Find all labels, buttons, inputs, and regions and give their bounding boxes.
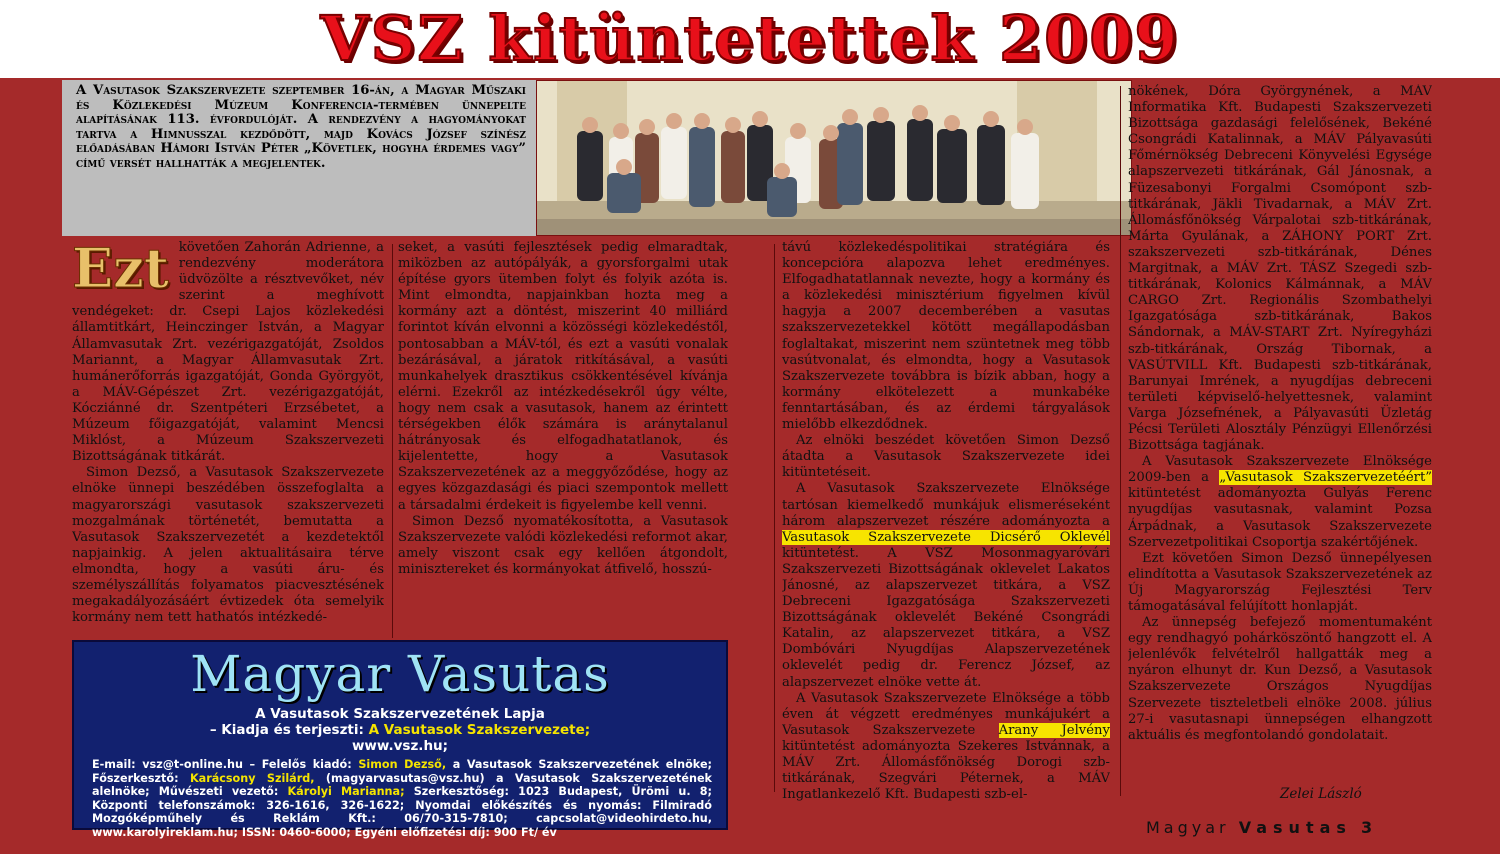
paragraph: Az elnöki beszédet követően Simon Dezső átadta a Vasutasok Szakszervezete idei kitüntetéseit.	[782, 433, 1110, 481]
article-column-4	[1128, 84, 1432, 796]
website: www.vsz.hu;	[351, 738, 449, 754]
text-run: A Vasutasok Szakszervezete Elnöksége a több éven át végzett eredményes munkájukért a Vasutasok Szakszervezete	[782, 690, 1110, 738]
text-run: kitüntetést. A VSZ Mosonmagyaróvári Szakszervezeti Bizottságának oklevelet Lakatos Jánosné, az alapszervezet titkára, a VSZ Debreceni Igazgatósága Szakszervezeti Bizottságának oklevelét Bekéné Csongrádi Katalin, az alapszervezet titkára, a VSZ Dombóvári Nyugdíjas Alapszervezetének oklevelét pedig dr. Ferencz József, az alapszervezet elnöke vette át.	[782, 545, 1110, 690]
paragraph	[782, 691, 1110, 804]
text-run: kitüntetést adományozta Gulyás Ferenc nyugdíjas vasutasnak, valamint Pozsa Árpádnak, a Vasutasok Szakszervezete Szervezetpolitikai Csoportja szakértőjének.	[1128, 486, 1432, 550]
paragraph: Az ünnepség befejező momentumaként egy rendhagyó pohárköszöntő hangzott el. A jelenlévők felvételről hallgatták meg a nyáron elhunyt dr. Kun Dezső, a Vasutasok Szakszervezete Országos Nyugdíjas Szervezete tiszteletbeli elnöke 2008. július 27-i vasutasnapi ünnepségen elhangzott aktuális és megfontolandó gondolatait.	[1128, 615, 1432, 743]
page-number: 3	[1361, 818, 1379, 837]
lead-paragraph: A Vasutasok Szakszervezete szeptember 16-án, a Magyar Műszaki és Közlekedési Múzeum Konferencia-termében ünnepelte alapításának 113. évfordulóját. A rendezvény a hagyományokat tartva a Himnusszal kezdődött, majd Kovács József színész előadásában Hámori István Péter „Követlek, hogyha érdemes vagy” című versét hallhatták a megjelentek.	[62, 80, 536, 236]
editor-contact: (magyarvasutas@vsz.hu) a Vasutasok Szakszervezetének alelnöke; Művészeti vezető:	[92, 771, 712, 799]
article-column-3	[782, 240, 1110, 830]
award-highlight: Vasutasok Szakszervezete Dicsérő Oklevél	[782, 529, 1110, 545]
masthead-subtitle	[74, 706, 726, 754]
masthead-info	[92, 758, 712, 840]
paragraph: követően Zahorán Adrienne, a rendezvény moderátora üdvözölte a résztvevőket, név szerint a meghívott vendégeket: dr. Csepi Lajos közlekedési államtitkárt, Heinczinger István, a Magyar Államvasutak Zrt. vezérigazgatóját, Zsoldos Mariannt, a Magyar Államvasutak Zrt. humánerőforrás igazgatóját, Gonda Györgyöt, a MÁV-Gépészet Zrt. vezérigazgatóját, Kócziánné dr. Szentpéteri Erzsébetet, a Múzeum főigazgatóját, valamint Mencsi Miklóst, a Múzeum Szakszervezeti Bizottságának titkárát.	[72, 240, 384, 465]
responsible-role: a Vasutasok Szakszervezetének elnöke; Főszerkesztő:	[92, 758, 713, 785]
paragraph: Simon Dezső nyomatékosította, a Vasutasok Szakszervezete valódi közlekedési reformot akar, amely viszont csak egy kellően átgondolt, minisztereket és kormányokat átfivelő, hosszú-	[398, 513, 728, 577]
publisher-line	[74, 722, 726, 738]
paragraph	[1128, 454, 1432, 551]
masthead-logo: Magyar Vasutas	[190, 645, 610, 703]
award-highlight: Arany Jelvény	[998, 722, 1110, 738]
art-director: Károlyi Marianna;	[287, 785, 405, 799]
masthead-box	[72, 640, 728, 839]
article-column-1	[72, 240, 384, 640]
footer-brand-b: Vasutas	[1238, 818, 1352, 837]
text-run: kitüntetést adományozta Szekeres Istvánnak, a MÁV Zrt. Állomásfőnökség Dorogi szb-titkárának, Szegvári Péternek, a MÁV Ingatlankezelő Kft. Budapesti szb-el-	[782, 738, 1110, 803]
masthead-rest: Szerkesztőség: 1023 Budapest, Ürömi u. 8; Központi telefonszámok: 326-1616, 326-1622; Nyomdai előkészítés és nyomás: Filmiradó Mozgóképműhely és Reklám Kft.: 06/70-315-7810; capcsolat@videohirdeto.hu, www.karolyireklam.hu; ISSN: 0460-6000; Egyéni előfizetési díj: 900 Ft/ év	[92, 785, 712, 839]
subtitle: A Vasutasok Szakszervezetének Lapja	[255, 706, 545, 722]
author-signature: Zelei László	[1280, 786, 1362, 802]
paragraph: távú közlekedéspolitikai stratégiára és koncepcióra alapozva lehet eredményes. Elfogadhatatlannak nevezte, hogy a kormány és a közlekedési minisztérium figyelmen kívül hagyja a 2007 decemberében a vasutas szakszervezetekkel kötött megállapodásban foglaltakat, miszerint nem szüntetnek meg több vasútvonalat, és elmondta, hogy a Vasutasok Szakszervezete továbbra is bízik abban, hogy a kormány elkötelezett a munkabéke fenntartásában, és az érdemi tárgyalások mielőbb elkezdődnek.	[782, 240, 1110, 433]
column-divider	[392, 244, 393, 638]
text-run: A Vasutasok Szakszervezete Elnöksége tartósan kiemelkedő munkájuk elismeréseként három alapszervezet részére adományozta a	[782, 481, 1110, 529]
paragraph: Simon Dezső, a Vasutasok Szakszervezete elnöke ünnepi beszédében összefoglalta a magyarországi vasutasok szakszervezeti mozgalmának történetét, bemutatta a Vasutasok Szakszervezetét a kezdetektől napjainkig. A jelen aktualitásaira térve elmondta, hogy a vasúti áru- és személyszállítás folyamatos piacvesztésének megakadályozásáért évtizedek óta semelyik kormány nem tett hathatós intézkedé-	[72, 465, 384, 626]
editor-in-chief: Karácsony Szilárd,	[189, 771, 315, 785]
paragraph	[782, 481, 1110, 690]
page-footer	[1146, 818, 1378, 837]
award-highlight: „Vasutasok Szakszervezetéért”	[1219, 470, 1432, 486]
publisher: A Vasutasok Szakszervezete;	[368, 722, 591, 738]
column-divider	[774, 244, 775, 792]
text-run: A Vasutasok Szakszervezete Elnöksége 2009-ben a	[1128, 454, 1432, 486]
article-column-2	[398, 240, 728, 640]
column-divider	[1120, 86, 1121, 796]
page-title: VSZ kitüntetettek 2009	[320, 2, 1180, 75]
paragraph: Ezt követően Simon Dezső ünnepélyesen elindította a Vasutasok Szakszervezetének az Új Magyarország Fejlesztési Terv támogatásával felújított honlapját.	[1128, 550, 1432, 614]
group-photo	[536, 80, 1132, 236]
publisher-label: – Kiadja és terjeszti:	[209, 722, 364, 738]
footer-brand-a: Magyar	[1146, 818, 1230, 837]
paragraph: nökének, Dóra Györgynének, a MÁV Informatika Kft. Budapesti Szakszervezeti Bizottsága gazdasági felelősének, Bekéné Csongrádi Katalinnak, a MÁV Pályavasúti Főmérnökség Debreceni Könyvelési Egysége alapszervezeti titkárának, Gál Jánosnak, a Füzesabonyi Forgalmi Csomópont szb-titkárának, Jäkli Tivadarnak, a MÁV Zrt. Állomásfőnökség Várpalotai szb-titkárának, Márta Gyulának, a ZÁHONY PORT Zrt. szakszervezeti szb-titkárának, Dénes Margitnak, a MÁV Zrt. TÁSZ Szegedi szb-titkárának, Kolonics Kálmánnak, a MÁV CARGO Zrt. Regionális Szombathelyi Igazgatósága szb-titkárának, Bakos Sándornak, a MÁV-START Zrt. Nyíregyházi szb-titkárának, Ország Tibornak, a VASÚTVILL Kft. Budapesti szb-titkárának, Barunyai Imrének, a nyugdíjas debreceni területi képviselő-helyettesnek, valamint Varga Józsefnének, a Pályavasúti Üzletág Pécsi Területi Alosztály Pénzügyi Ellenőrzési Bizottsága tagjának.	[1128, 84, 1432, 454]
email-label: E-mail: vsz@t-online.hu – Felelős kiadó:	[92, 758, 352, 771]
dropcap: Ezt	[72, 240, 169, 300]
paragraph: seket, a vasúti fejlesztések pedig elmaradtak, miközben az autópályák, a gyorsforgalmi utak építése gyors ütemben folyt és folyik azóta is. Mint elmondta, napjainkban hozta meg a kormány azt a döntést, miszerint 40 milliárd forintot kíván elvonni a közösségi közlekedéstől, pontosabban a MÁV-tól, és ezt a vasúti vonalak bezárásával, a járatok ritkításával, a vasúti munkahelyek drasztikus csökkentésével kívánja elérni. Ezekről az intézkedésekről úgy vélte, hogy nem csak a vasutasok, hanem az érintett térségekben élők számára is aránytalanul hátrányosak és elfogadhatatlanok, és kijelentette, hogy a Vasutasok Szakszervezetének az a meggyőződése, hogy az egyes közgazdasági és piaci szempontok mellett a társadalmi érdekeit is figyelembe kell venni.	[398, 240, 728, 513]
responsible-publisher: Simon Dezső,	[358, 758, 447, 771]
